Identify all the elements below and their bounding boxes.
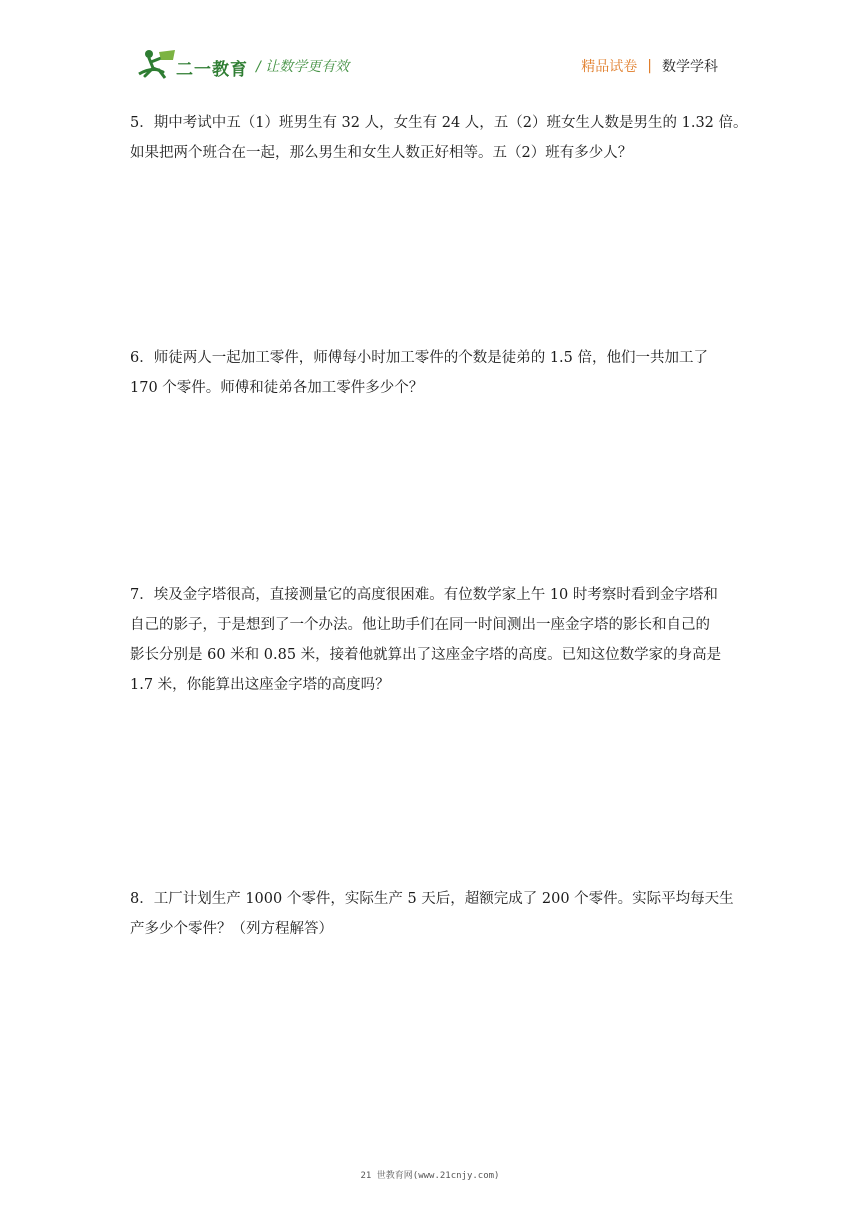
page-footer: 21 世教育网(www.21cnjy.com) [360,1171,500,1181]
brand-name: 二一教育 [176,60,248,80]
tag-separator: | [647,58,652,74]
page-header [0,0,860,90]
question-7 [130,580,734,700]
brand-slogan: / 让数学更有效 [256,59,350,75]
header-tags [581,56,718,76]
question-line: 影长分别是 60 米和 0.85 米，接着他就算出了这座金字塔的高度。已知这位数学家的身高是 [130,647,722,663]
question-line: 5．期中考试中五（1）班男生有 32 人，女生有 24 人，五（2）班女生人数是男生的 1.32 倍。 [130,115,748,131]
question-8 [130,884,734,944]
question-line: 如果把两个班合在一起，那么男生和女生人数正好相等。五（2）班有多少人？ [130,145,633,161]
question-line: 6．师徒两人一起加工零件，师傅每小时加工零件的个数是徒弟的 1.5 倍，他们一共加工了 [130,350,708,366]
question-6 [130,343,734,403]
tag-premium-paper: 精品试卷 [581,59,638,75]
question-line: 自己的影子，于是想到了一个办法。他让助手们在同一时间测出一座金字塔的影长和自己的 [130,617,710,633]
running-figure-logo-icon [135,48,179,80]
question-5 [130,108,748,168]
question-line: 产多少个零件？（列方程解答） [130,921,333,937]
tag-subject: 数学学科 [662,59,718,75]
question-line: 170 个零件。师傅和徒弟各加工零件多少个？ [130,380,424,396]
question-line: 1.7 米，你能算出这座金字塔的高度吗？ [130,677,390,693]
question-line: 7．埃及金字塔很高，直接测量它的高度很困难。有位数学家上午 10 时考察时看到金字塔和 [130,587,718,603]
question-line: 8．工厂计划生产 1000 个零件，实际生产 5 天后，超额完成了 200 个零件。实际平均每天生 [130,891,734,907]
